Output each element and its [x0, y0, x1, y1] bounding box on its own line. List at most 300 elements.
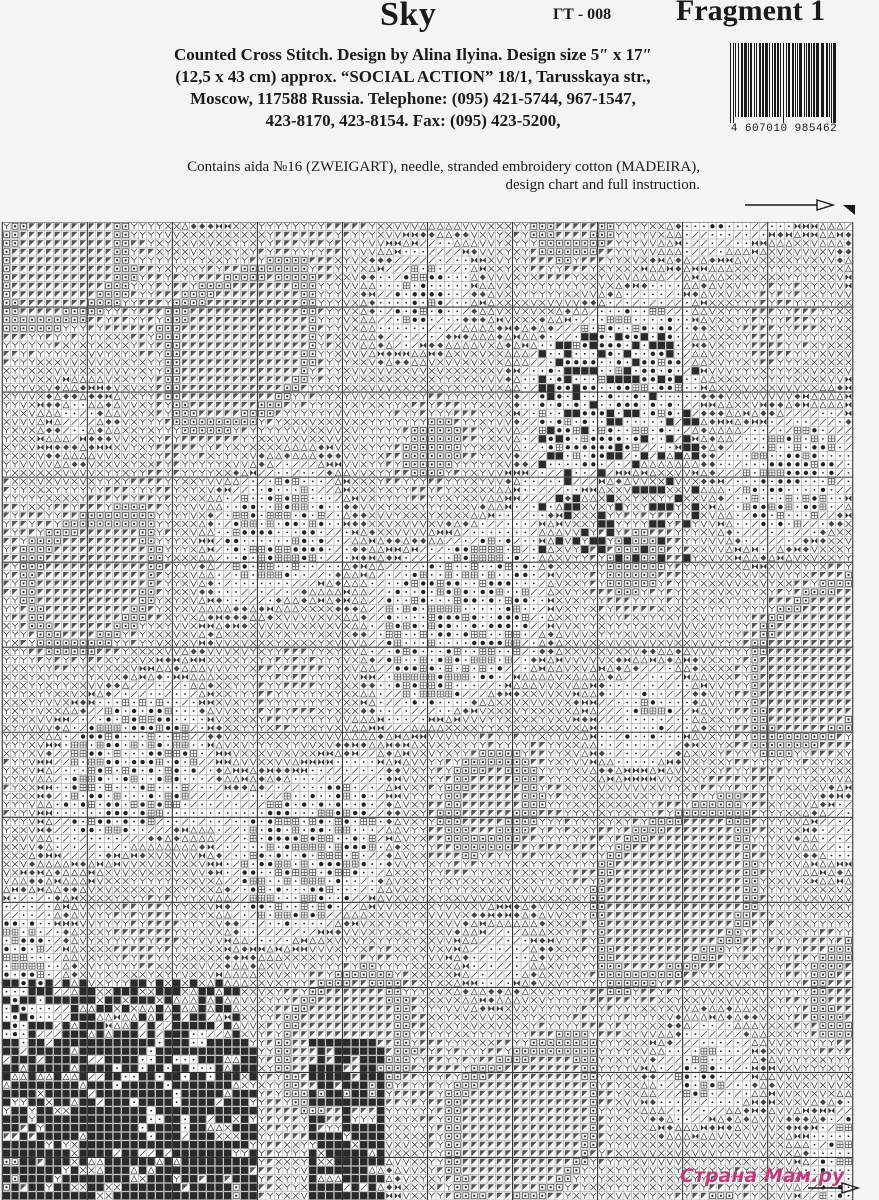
chart-symbol-square-dot-dot: [312, 319, 314, 321]
chart-symbol-dot: [490, 608, 492, 610]
chart-symbol-dot: [218, 523, 220, 525]
chart-symbol-dot: [516, 566, 518, 568]
chart-symbol-square-dot-dot: [643, 557, 645, 559]
chart-symbol-dot: [295, 515, 297, 517]
chart-symbol-square-dot-dot: [431, 429, 433, 431]
chart-symbol-square-dot-dot: [626, 582, 628, 584]
chart-symbol-circle: [812, 505, 816, 509]
chart-symbol-dot: [575, 319, 577, 321]
chart-symbol-dot: [405, 344, 407, 346]
chart-symbol-square-dot-dot: [176, 412, 178, 414]
chart-symbol-filled-square: [581, 529, 588, 536]
chart-symbol-square-dot-dot: [303, 276, 305, 278]
chart-symbol-square-dot-dot: [550, 251, 552, 253]
chart-symbol-circle: [591, 462, 595, 466]
chart-symbol-dot: [618, 412, 620, 414]
chart-symbol-square-dot-dot: [635, 574, 637, 576]
chart-symbol-dot: [746, 523, 748, 525]
chart-symbol-filled-square: [692, 503, 699, 510]
chart-symbol-circle: [540, 403, 544, 407]
chart-symbol-square-dot-dot: [167, 387, 169, 389]
chart-symbol-filled-square: [547, 452, 554, 459]
chart-symbol-dot: [227, 557, 229, 559]
chart-symbol-square-dot-dot: [48, 540, 50, 542]
chart-symbol-square-dot-dot: [184, 404, 186, 406]
chart-symbol-filled-square: [539, 376, 546, 383]
chart-symbol-dot: [303, 566, 305, 568]
chart-symbol-dot: [771, 523, 773, 525]
chart-symbol-dot: [337, 523, 339, 525]
chart-symbol-dot: [524, 438, 526, 440]
chart-symbol-square-dot-dot: [176, 319, 178, 321]
chart-symbol-dot: [746, 463, 748, 465]
chart-symbol-dot: [805, 515, 807, 517]
chart-symbol-dot: [652, 327, 654, 329]
chart-symbol-circle: [608, 352, 612, 356]
chart-symbol-circle: [464, 590, 468, 594]
chart-symbol-dot: [567, 404, 569, 406]
chart-symbol-dot: [388, 574, 390, 576]
chart-symbol-circle: [634, 394, 638, 398]
chart-symbol-square-dot-dot: [56, 319, 58, 321]
chart-symbol-dot: [797, 497, 799, 499]
chart-symbol-square-dot-dot: [618, 565, 620, 567]
barcode-bar: [795, 43, 796, 117]
chart-symbol-dot: [235, 574, 237, 576]
chart-symbol-square-dot-dot: [643, 531, 645, 533]
chart-symbol-circle: [464, 547, 468, 551]
chart-symbol-circle: [591, 454, 595, 458]
chart-symbol-square-dot-dot: [22, 591, 24, 593]
chart-symbol-square-dot-dot: [116, 268, 118, 270]
chart-symbol-square-dot-dot: [278, 276, 280, 278]
chart-symbol-circle: [778, 462, 782, 466]
chart-symbol-dot: [499, 540, 501, 542]
chart-symbol-dot: [269, 540, 271, 542]
chart-symbol-filled-square: [556, 342, 563, 349]
chart-symbol-dot: [788, 446, 790, 448]
chart-symbol-square-dot-dot: [312, 302, 314, 304]
chart-symbol-dot: [414, 251, 416, 253]
chart-symbol-dot: [439, 566, 441, 568]
chart-symbol-dot: [524, 532, 526, 534]
chart-symbol-square-dot-dot: [167, 361, 169, 363]
chart-symbol-dot: [286, 472, 288, 474]
chart-symbol-dot: [660, 370, 662, 372]
chart-symbol-dot: [797, 489, 799, 491]
chart-symbol-square-dot-dot: [303, 293, 305, 295]
chart-symbol-circle: [285, 522, 289, 526]
chart-symbol-dot: [278, 566, 280, 568]
chart-symbol-dot: [737, 455, 739, 457]
chart-symbol-circle: [566, 428, 570, 432]
chart-symbol-dot: [346, 549, 348, 551]
chart-symbol-square-dot-dot: [303, 302, 305, 304]
chart-symbol-circle: [302, 547, 306, 551]
chart-symbol-square-dot-dot: [167, 336, 169, 338]
chart-symbol-square-dot-dot: [184, 310, 186, 312]
chart-symbol-dot: [278, 532, 280, 534]
chart-symbol-circle: [651, 352, 655, 356]
chart-symbol-dot: [592, 319, 594, 321]
chart-symbol-dot: [82, 404, 84, 406]
chart-symbol-dot: [771, 421, 773, 423]
chart-symbol-square-dot-dot: [567, 242, 569, 244]
chart-symbol-circle: [421, 284, 425, 288]
chart-symbol-square-dot-dot: [5, 268, 7, 270]
chart-symbol-filled-square: [658, 520, 665, 527]
chart-symbol-square-dot-dot: [22, 574, 24, 576]
barcode-bar: [769, 43, 770, 117]
chart-symbol-dot: [329, 506, 331, 508]
chart-symbol-filled-square: [564, 367, 571, 374]
chart-symbol-square-dot-dot: [22, 327, 24, 329]
chart-symbol-dot: [439, 259, 441, 261]
chart-symbol-square-dot-dot: [643, 582, 645, 584]
chart-symbol-dot: [575, 489, 577, 491]
chart-symbol-circle: [583, 462, 587, 466]
chart-symbol-square-dot-dot: [652, 548, 654, 550]
chart-symbol-square-dot-dot: [431, 463, 433, 465]
chart-symbol-square-dot-dot: [567, 251, 569, 253]
chart-symbol-dot: [729, 455, 731, 457]
chart-symbol-filled-square: [624, 376, 631, 383]
chart-symbol-square-dot-dot: [133, 514, 135, 516]
chart-symbol-square-dot-dot: [822, 591, 824, 593]
chart-symbol-square-dot-dot: [431, 446, 433, 448]
chart-symbol-dot: [397, 327, 399, 329]
chart-symbol-dot: [626, 361, 628, 363]
chart-symbol-square-dot-dot: [839, 582, 841, 584]
chart-symbol-square-dot-dot: [90, 514, 92, 516]
chart-symbol-dot: [584, 472, 586, 474]
chart-symbol-square-dot-dot: [652, 582, 654, 584]
chart-symbol-square-dot-dot: [133, 608, 135, 610]
chart-symbol-dot: [465, 540, 467, 542]
chart-symbol-circle: [515, 598, 519, 602]
chart-symbol-circle: [651, 377, 655, 381]
chart-symbol-filled-square: [666, 435, 673, 442]
chart-symbol-dot: [312, 472, 314, 474]
chart-symbol-filled-square: [649, 486, 656, 493]
chart-symbol-circle: [311, 530, 315, 534]
chart-symbol-dot: [737, 497, 739, 499]
chart-symbol-dot: [397, 608, 399, 610]
chart-symbol-circle: [625, 403, 629, 407]
chart-symbol-dot: [397, 600, 399, 602]
chart-symbol-dot: [524, 446, 526, 448]
chart-symbol-dot: [235, 557, 237, 559]
chart-symbol-dot: [252, 574, 254, 576]
chart-symbol-circle: [455, 581, 459, 585]
chart-symbol-dot: [609, 310, 611, 312]
chart-symbol-square-dot-dot: [261, 412, 263, 414]
chart-symbol-square-dot-dot: [448, 438, 450, 440]
chart-symbol-square-dot-dot: [235, 421, 237, 423]
chart-symbol-circle: [430, 275, 434, 279]
chart-symbol-dot: [814, 532, 816, 534]
chart-symbol-circle: [600, 411, 604, 415]
chart-symbol-circle: [812, 496, 816, 500]
chart-symbol-dot: [618, 310, 620, 312]
chart-symbol-square-dot-dot: [176, 387, 178, 389]
chart-symbol-dot: [456, 319, 458, 321]
chart-symbol-dot: [533, 370, 535, 372]
chart-symbol-circle: [642, 326, 646, 330]
chart-symbol-circle: [540, 420, 544, 424]
chart-symbol-dot: [320, 497, 322, 499]
barcode: [730, 43, 842, 135]
chart-symbol-square-dot-dot: [626, 557, 628, 559]
chart-symbol-dot: [618, 353, 620, 355]
chart-symbol-filled-square: [564, 410, 571, 417]
barcode-bar: [826, 43, 828, 117]
chart-symbol-dot: [686, 234, 688, 236]
chart-symbol-dot: [643, 302, 645, 304]
chart-symbol-dot: [737, 523, 739, 525]
chart-symbol-square-dot-dot: [439, 472, 441, 474]
chart-symbol-dot: [609, 302, 611, 304]
chart-symbol-square-dot-dot: [269, 404, 271, 406]
chart-symbol-dot: [286, 540, 288, 542]
chart-symbol-dot: [805, 489, 807, 491]
barcode-bar: [762, 43, 764, 117]
chart-symbol-dot: [643, 310, 645, 312]
chart-symbol-dot: [252, 540, 254, 542]
chart-symbol-dot: [422, 327, 424, 329]
chart-symbol-dot: [635, 421, 637, 423]
chart-symbol-dot: [465, 583, 467, 585]
chart-symbol-dot: [524, 378, 526, 380]
chart-symbol-square-dot-dot: [125, 276, 127, 278]
chart-symbol-dot: [763, 446, 765, 448]
info-line: Moscow, 117588 Russia. Telephone: (095) 421-5744, 967-1547,: [190, 89, 636, 108]
chart-symbol-dot: [269, 480, 271, 482]
chart-symbol-circle: [608, 437, 612, 441]
chart-symbol-dot: [618, 429, 620, 431]
chart-symbol-dot: [686, 251, 688, 253]
chart-symbol-dot: [278, 489, 280, 491]
chart-symbol-square-dot-dot: [31, 608, 33, 610]
chart-symbol-square-dot-dot: [201, 429, 203, 431]
direction-arrow-icon: [745, 197, 855, 217]
chart-symbol-circle: [770, 488, 774, 492]
chart-symbol-square-dot-dot: [107, 285, 109, 287]
chart-symbol-dot: [848, 472, 850, 474]
chart-symbol-circle: [302, 556, 306, 560]
chart-symbol-square-dot-dot: [592, 242, 594, 244]
chart-symbol-dot: [660, 395, 662, 397]
chart-symbol-dot: [295, 532, 297, 534]
chart-symbol-circle: [710, 224, 714, 228]
chart-symbol-dot: [626, 344, 628, 346]
chart-symbol-dot: [754, 438, 756, 440]
chart-symbol-filled-square: [641, 546, 648, 553]
chart-symbol-dot: [771, 225, 773, 227]
chart-symbol-square-dot-dot: [167, 395, 169, 397]
chart-symbol-dot: [405, 302, 407, 304]
chart-symbol-dot: [831, 506, 833, 508]
chart-symbol-square-dot-dot: [159, 327, 161, 329]
chart-symbol-dot: [763, 438, 765, 440]
chart-symbol-dot: [524, 387, 526, 389]
chart-symbol-square-dot-dot: [22, 557, 24, 559]
chart-symbol-square-dot-dot: [22, 548, 24, 550]
cross-stitch-chart: [0, 222, 855, 1200]
chart-symbol-circle: [600, 335, 604, 339]
chart-symbol-circle: [225, 539, 229, 543]
chart-symbol-square-dot-dot: [176, 395, 178, 397]
chart-symbol-dot: [533, 412, 535, 414]
chart-symbol-dot: [448, 293, 450, 295]
chart-symbol-square-dot-dot: [618, 591, 620, 593]
chart-symbol-square-dot-dot: [414, 463, 416, 465]
chart-symbol-dot: [635, 455, 637, 457]
chart-symbol-filled-square: [573, 537, 580, 544]
chart-symbol-dot: [65, 412, 67, 414]
chart-symbol-square-dot-dot: [201, 293, 203, 295]
chart-symbol-square-dot-dot: [643, 574, 645, 576]
chart-symbol-square-dot-dot: [626, 591, 628, 593]
chart-symbol-square-dot-dot: [269, 268, 271, 270]
chart-symbol-square-dot-dot: [278, 404, 280, 406]
chart-symbol-dot: [839, 421, 841, 423]
chart-symbol-circle: [795, 462, 799, 466]
chart-symbol-dot: [669, 395, 671, 397]
chart-symbol-square-dot-dot: [150, 540, 152, 542]
chart-symbol-circle: [396, 590, 400, 594]
chart-symbol-dot: [278, 523, 280, 525]
chart-symbol-dot: [822, 429, 824, 431]
info-line: 423-8170, 423-8154. Fax: (095) 423-5200,: [265, 111, 561, 130]
chart-symbol-filled-square: [539, 503, 546, 510]
chart-symbol-square-dot-dot: [601, 242, 603, 244]
chart-symbol-dot: [329, 574, 331, 576]
chart-symbol-dot: [524, 404, 526, 406]
chart-symbol-square-dot-dot: [116, 506, 118, 508]
chart-symbol-dot: [737, 480, 739, 482]
chart-symbol-circle: [770, 462, 774, 466]
chart-symbol-filled-square: [615, 333, 622, 340]
chart-symbol-filled-square: [632, 461, 639, 468]
chart-symbol-dot: [601, 319, 603, 321]
chart-symbol-square-dot-dot: [82, 319, 84, 321]
chart-symbol-circle: [600, 445, 604, 449]
chart-symbol-dot: [822, 455, 824, 457]
chart-symbol-circle: [804, 462, 808, 466]
chart-symbol-square-dot-dot: [286, 387, 288, 389]
chart-symbol-dot: [473, 608, 475, 610]
chart-symbol-circle: [591, 411, 595, 415]
chart-symbol-square-dot-dot: [31, 548, 33, 550]
chart-symbol-filled-square: [624, 410, 631, 417]
chart-symbol-circle: [625, 309, 629, 313]
chart-symbol-square-dot-dot: [14, 319, 16, 321]
barcode-bar: [806, 43, 807, 117]
chart-symbol-square-dot-dot: [150, 565, 152, 567]
chart-symbol-dot: [346, 532, 348, 534]
chart-symbol-dot: [652, 421, 654, 423]
chart-symbol-square-dot-dot: [39, 319, 41, 321]
chart-symbol-dot: [261, 591, 263, 593]
chart-symbol-dot: [541, 515, 543, 517]
chart-symbol-filled-square: [556, 435, 563, 442]
chart-symbol-circle: [829, 471, 833, 475]
chart-symbol-square-dot-dot: [652, 557, 654, 559]
chart-symbol-square-dot-dot: [635, 591, 637, 593]
chart-symbol-square-dot-dot: [99, 523, 101, 525]
chart-symbol-square-dot-dot: [295, 276, 297, 278]
chart-symbol-dot: [575, 472, 577, 474]
chart-symbol-circle: [447, 581, 451, 585]
chart-symbol-circle: [651, 369, 655, 373]
chart-symbol-dot: [380, 276, 382, 278]
chart-symbol-square-dot-dot: [635, 548, 637, 550]
chart-symbol-square-dot-dot: [142, 540, 144, 542]
chart-symbol-filled-square: [675, 495, 682, 502]
chart-symbol-square-dot-dot: [5, 251, 7, 253]
chart-symbol-circle: [481, 539, 485, 543]
chart-symbol-square-dot-dot: [431, 455, 433, 457]
chart-symbol-dot: [261, 583, 263, 585]
chart-symbol-square-dot-dot: [65, 531, 67, 533]
chart-symbol-square-dot-dot: [541, 251, 543, 253]
chart-symbol-circle: [285, 479, 289, 483]
chart-symbol-dot: [797, 515, 799, 517]
chart-symbol-dot: [763, 549, 765, 551]
chart-symbol-dot: [558, 463, 560, 465]
chart-symbol-square-dot-dot: [303, 310, 305, 312]
chart-symbol-dot: [533, 480, 535, 482]
chart-symbol-circle: [591, 445, 595, 449]
chart-symbol-circle: [668, 377, 672, 381]
chart-symbol-dot: [312, 566, 314, 568]
chart-symbol-dot: [227, 497, 229, 499]
chart-symbol-circle: [634, 403, 638, 407]
chart-symbol-dot: [286, 591, 288, 593]
chart-symbol-dot: [550, 336, 552, 338]
chart-symbol-dot: [533, 404, 535, 406]
chart-symbol-square-dot-dot: [550, 225, 552, 227]
chart-symbol-dot: [397, 583, 399, 585]
chart-symbol-circle: [549, 369, 553, 373]
chart-symbol-square-dot-dot: [303, 285, 305, 287]
barcode-bar-group: [730, 43, 836, 123]
chart-symbol-dot: [805, 421, 807, 423]
chart-symbol-filled-square: [649, 520, 656, 527]
barcode-bar: [744, 43, 747, 117]
chart-symbol-circle: [421, 318, 425, 322]
chart-symbol-square-dot-dot: [116, 234, 118, 236]
chart-symbol-dot: [797, 506, 799, 508]
chart-symbol-dot: [218, 574, 220, 576]
chart-symbol-dot: [533, 506, 535, 508]
chart-symbol-square-dot-dot: [312, 344, 314, 346]
chart-symbol-dot: [261, 515, 263, 517]
chart-symbol-dot: [626, 429, 628, 431]
chart-symbol-dot: [286, 566, 288, 568]
chart-symbol-circle: [472, 598, 476, 602]
chart-symbol-dot: [278, 583, 280, 585]
barcode-bar: [804, 43, 805, 117]
chart-symbol-dot: [763, 463, 765, 465]
chart-symbol-dot: [601, 310, 603, 312]
chart-symbol-circle: [523, 598, 527, 602]
chart-symbol-square-dot-dot: [626, 574, 628, 576]
chart-symbol-square-dot-dot: [159, 565, 161, 567]
chart-symbol-square-dot-dot: [167, 319, 169, 321]
chart-symbol-circle: [812, 471, 816, 475]
